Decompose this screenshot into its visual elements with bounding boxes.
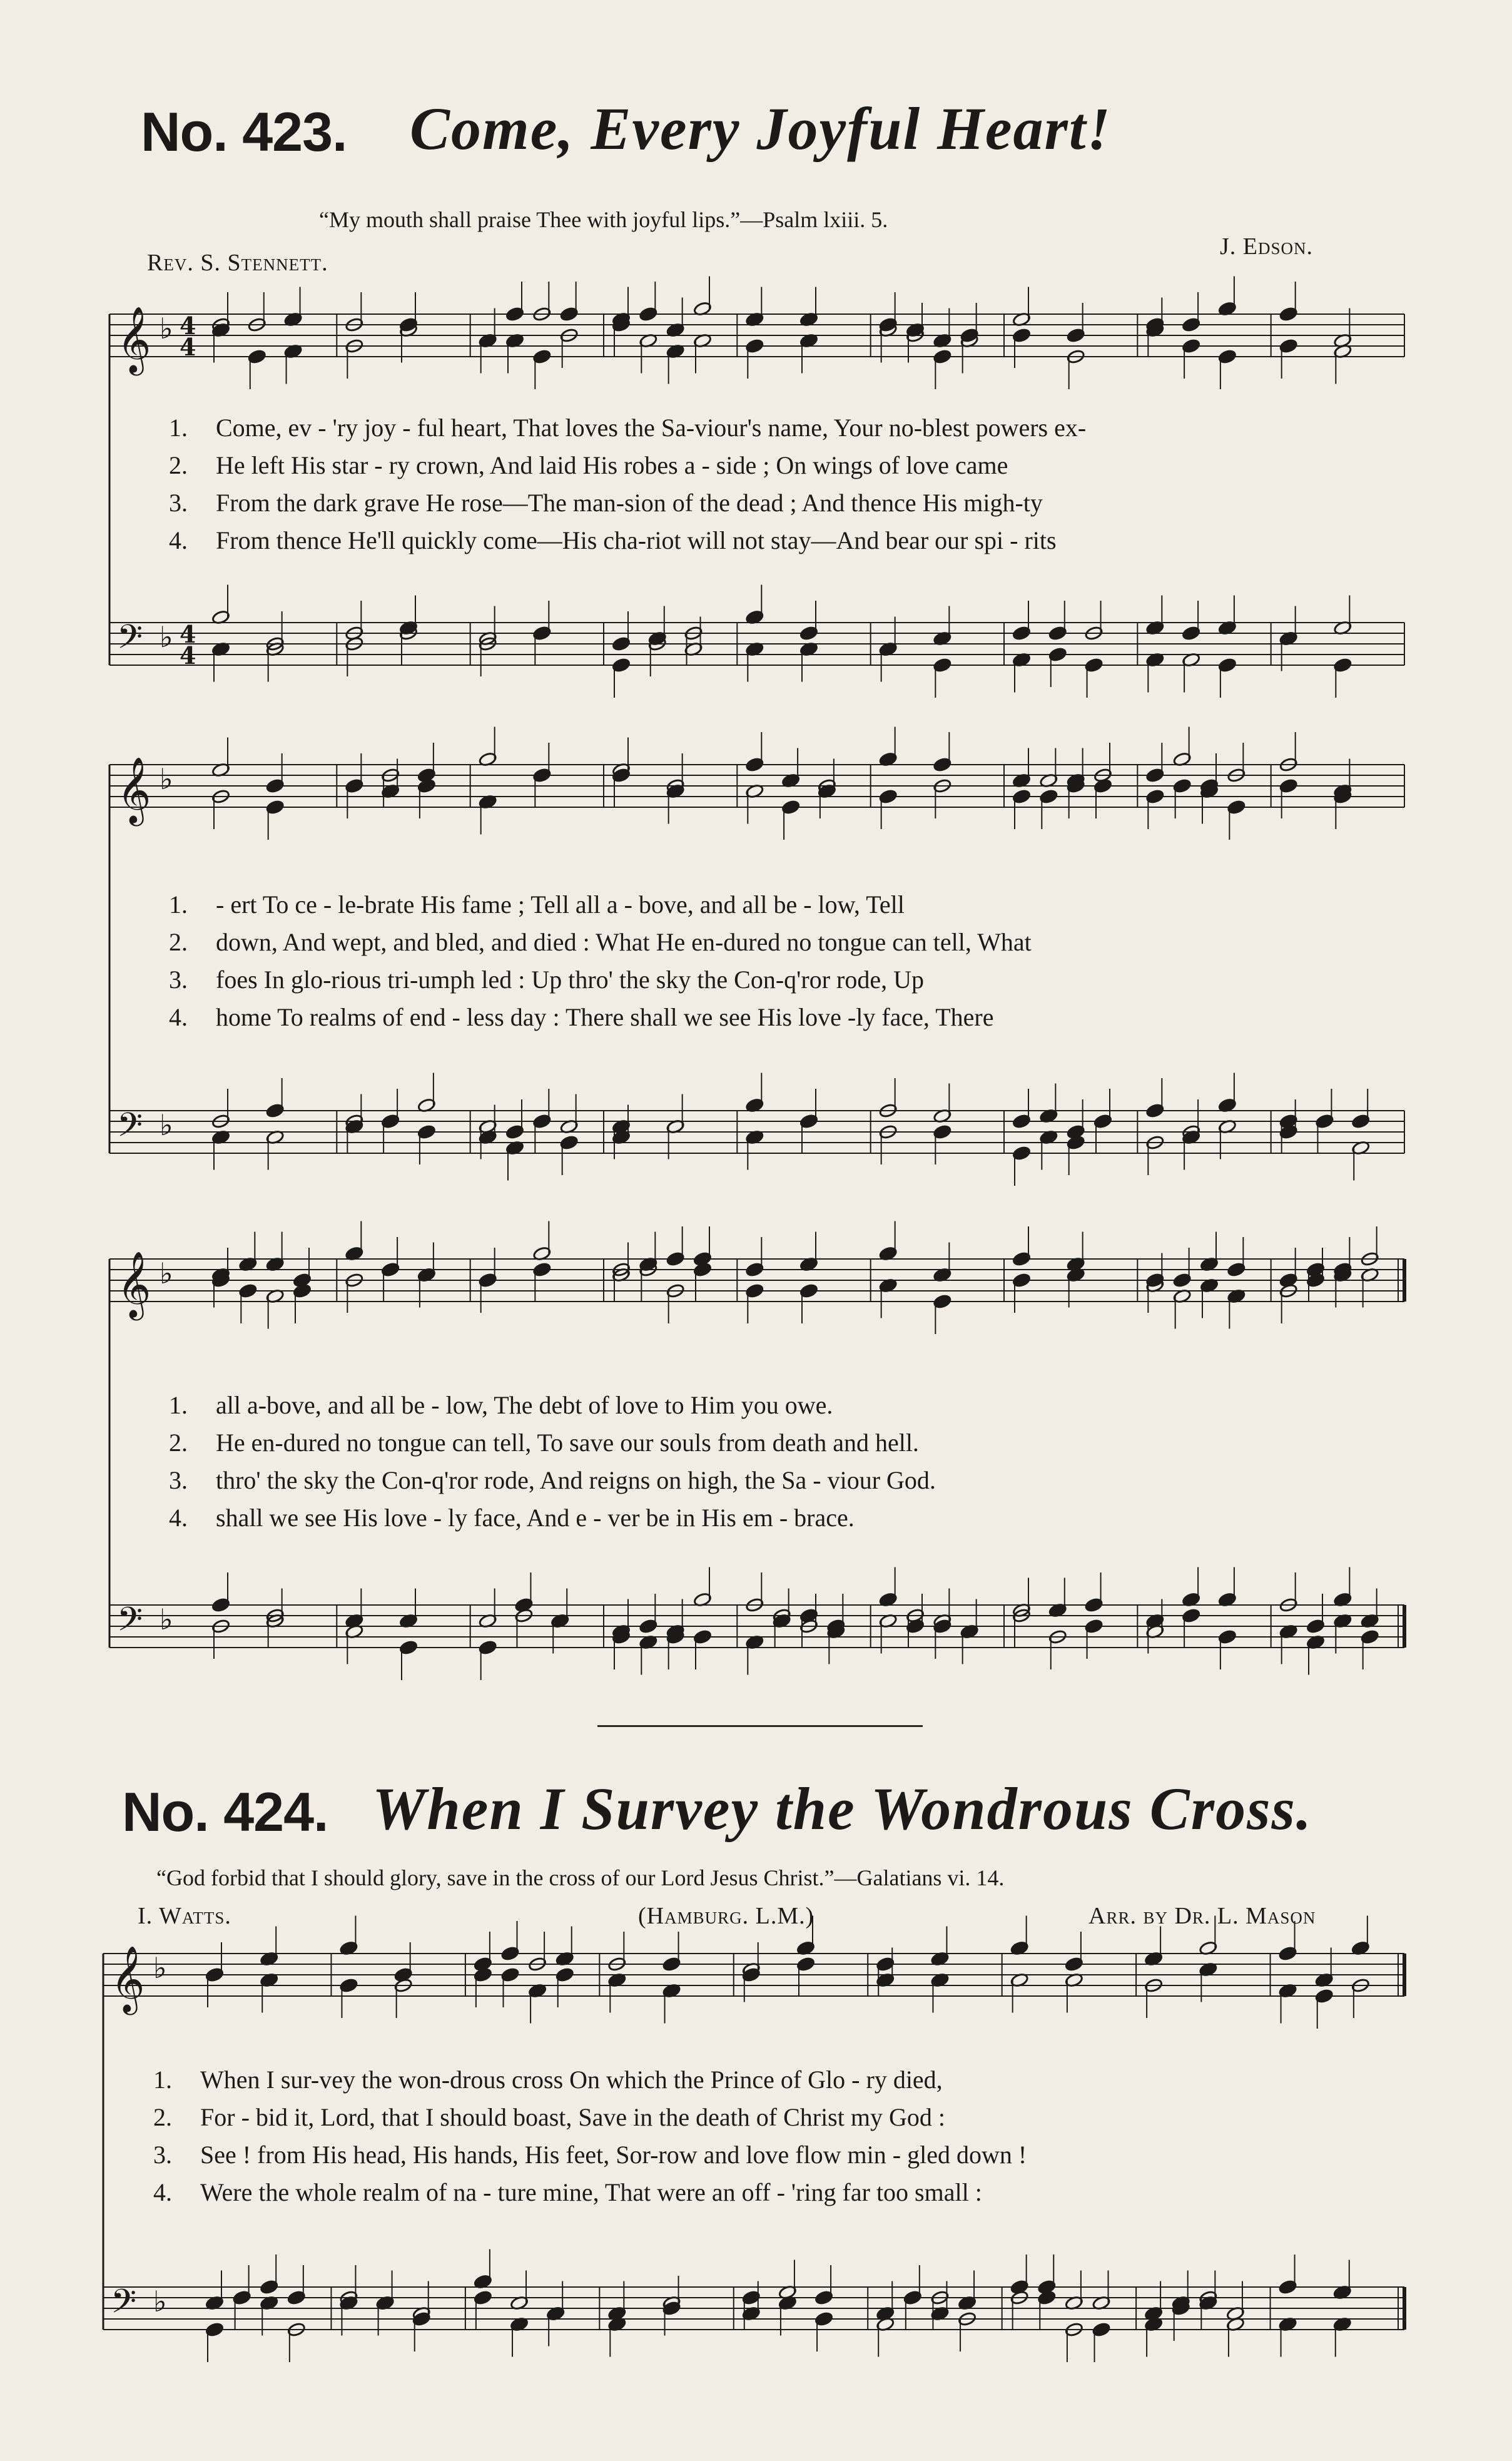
svg-text:♭: ♭ — [160, 620, 173, 655]
svg-text:𝄢: 𝄢 — [117, 618, 143, 665]
hymn-423-author: Rev. S. Stennett. — [147, 250, 328, 276]
hymn-423-system-1 — [109, 300, 1411, 701]
svg-text:4: 4 — [180, 620, 196, 648]
svg-text:♭: ♭ — [160, 762, 173, 797]
svg-text:𝄢: 𝄢 — [117, 1601, 143, 1647]
svg-text:♭: ♭ — [153, 2285, 167, 2319]
verse-line: 1. Come, ev - 'ry joy - ful heart, That loves the Sa-viour's name, Your no-blest powers ex- — [169, 414, 1087, 442]
hymn-423-system-2 — [109, 751, 1411, 1189]
hymn-424-title: When I Survey the Wondrous Cross. — [372, 1775, 1312, 1842]
hymn-424-system — [103, 1940, 1411, 2365]
verse-line: 3. foes In glo-rious tri-umph led : Up thro' the sky the Con-q'ror rode, Up — [169, 966, 924, 994]
hymn-424-arranger: Arr. by Dr. L. Mason — [1088, 1903, 1316, 1929]
hymn-424-author: I. Watts. — [138, 1903, 231, 1929]
verse-line: 1. all a-bove, and all be - low, The debt of love to Him you owe. — [169, 1391, 833, 1419]
svg-text:𝄞: 𝄞 — [117, 1250, 151, 1318]
verse-line: 2. down, And wept, and bled, and died : What He en-dured no tongue can tell, What — [169, 928, 1032, 956]
svg-text:𝄢: 𝄢 — [117, 1106, 143, 1153]
hymn-423-number: No. 423. — [141, 101, 347, 163]
verse-line: 1. - ert To ce - le-brate His fame ; Tell all a - bove, and all be - low, Tell — [169, 890, 905, 919]
svg-text:♭: ♭ — [160, 312, 173, 346]
hymn-423-composer: J. Edson. — [1220, 233, 1314, 260]
hymn-423-epigraph: “My mouth shall praise Thee with joyful lips.”—Psalm lxiii. 5. — [319, 207, 888, 232]
svg-text:♭: ♭ — [153, 1951, 167, 1985]
hymn-424-epigraph: “God forbid that I should glory, save in the cross of our Lord Jesus Christ.”—Galatians vi. 14. — [156, 1865, 1005, 1890]
verse-line: 2. He en-dured no tongue can tell, To save our souls from death and hell. — [169, 1429, 919, 1457]
hymn-423-title: Come, Every Joyful Heart! — [410, 95, 1112, 162]
svg-text:𝄞: 𝄞 — [117, 756, 151, 823]
verse-line: 3. From the dark grave He rose—The man-sion of the dead ; And thence His migh-ty — [169, 489, 1043, 517]
verse-line: 2. For - bid it, Lord, that I should boast, Save in the death of Christ my God : — [153, 2103, 945, 2131]
svg-text:♭: ♭ — [160, 1256, 173, 1291]
hymn-divider — [597, 1725, 923, 1727]
hymn-423-lyrics-3 — [169, 1390, 1414, 1541]
svg-text:𝄞: 𝄞 — [111, 1945, 145, 2012]
verse-line: 4. shall we see His love - ly face, And e - ver be in His em - brace. — [169, 1504, 855, 1532]
verse-line: 3. thro' the sky the Con-q'ror rode, And reigns on high, the Sa - viour God. — [169, 1466, 936, 1494]
svg-text:♭: ♭ — [160, 1108, 173, 1143]
svg-text:4: 4 — [180, 312, 196, 340]
hymn-424-number: No. 424. — [122, 1781, 328, 1843]
verse-line: 3. See ! from His head, His hands, His feet, Sor-row and love flow min - gled down ! — [153, 2141, 1027, 2169]
svg-text:𝄞: 𝄞 — [117, 305, 151, 373]
hymn-423-system-3 — [109, 1245, 1411, 1683]
svg-text:4: 4 — [180, 333, 196, 361]
hymn-423-lyrics-1 — [169, 413, 1414, 563]
verse-line: 4. From thence He'll quickly come—His cha-riot will not stay—And bear our spi - rits — [169, 526, 1057, 554]
hymn-424-lyrics — [153, 2065, 1398, 2215]
verse-line: 4. home To realms of end - less day : There shall we see His love -ly face, There — [169, 1003, 994, 1031]
verse-line: 4. Were the whole realm of na - ture mine, That were an off - 'ring far too small : — [153, 2178, 982, 2206]
verse-line: 1. When I sur-vey the won-drous cross On which the Prince of Glo - ry died, — [153, 2066, 943, 2094]
verse-line: 2. He left His star - ry crown, And laid His robes a - side ; On wings of love came — [169, 451, 1008, 479]
svg-text:♭: ♭ — [160, 1602, 173, 1637]
svg-text:4: 4 — [180, 641, 196, 670]
svg-text:𝄢: 𝄢 — [111, 2283, 137, 2329]
hymn-423-lyrics-2 — [169, 890, 1414, 1040]
hymn-424-tune: (Hamburg. L.M.) — [638, 1903, 814, 1929]
